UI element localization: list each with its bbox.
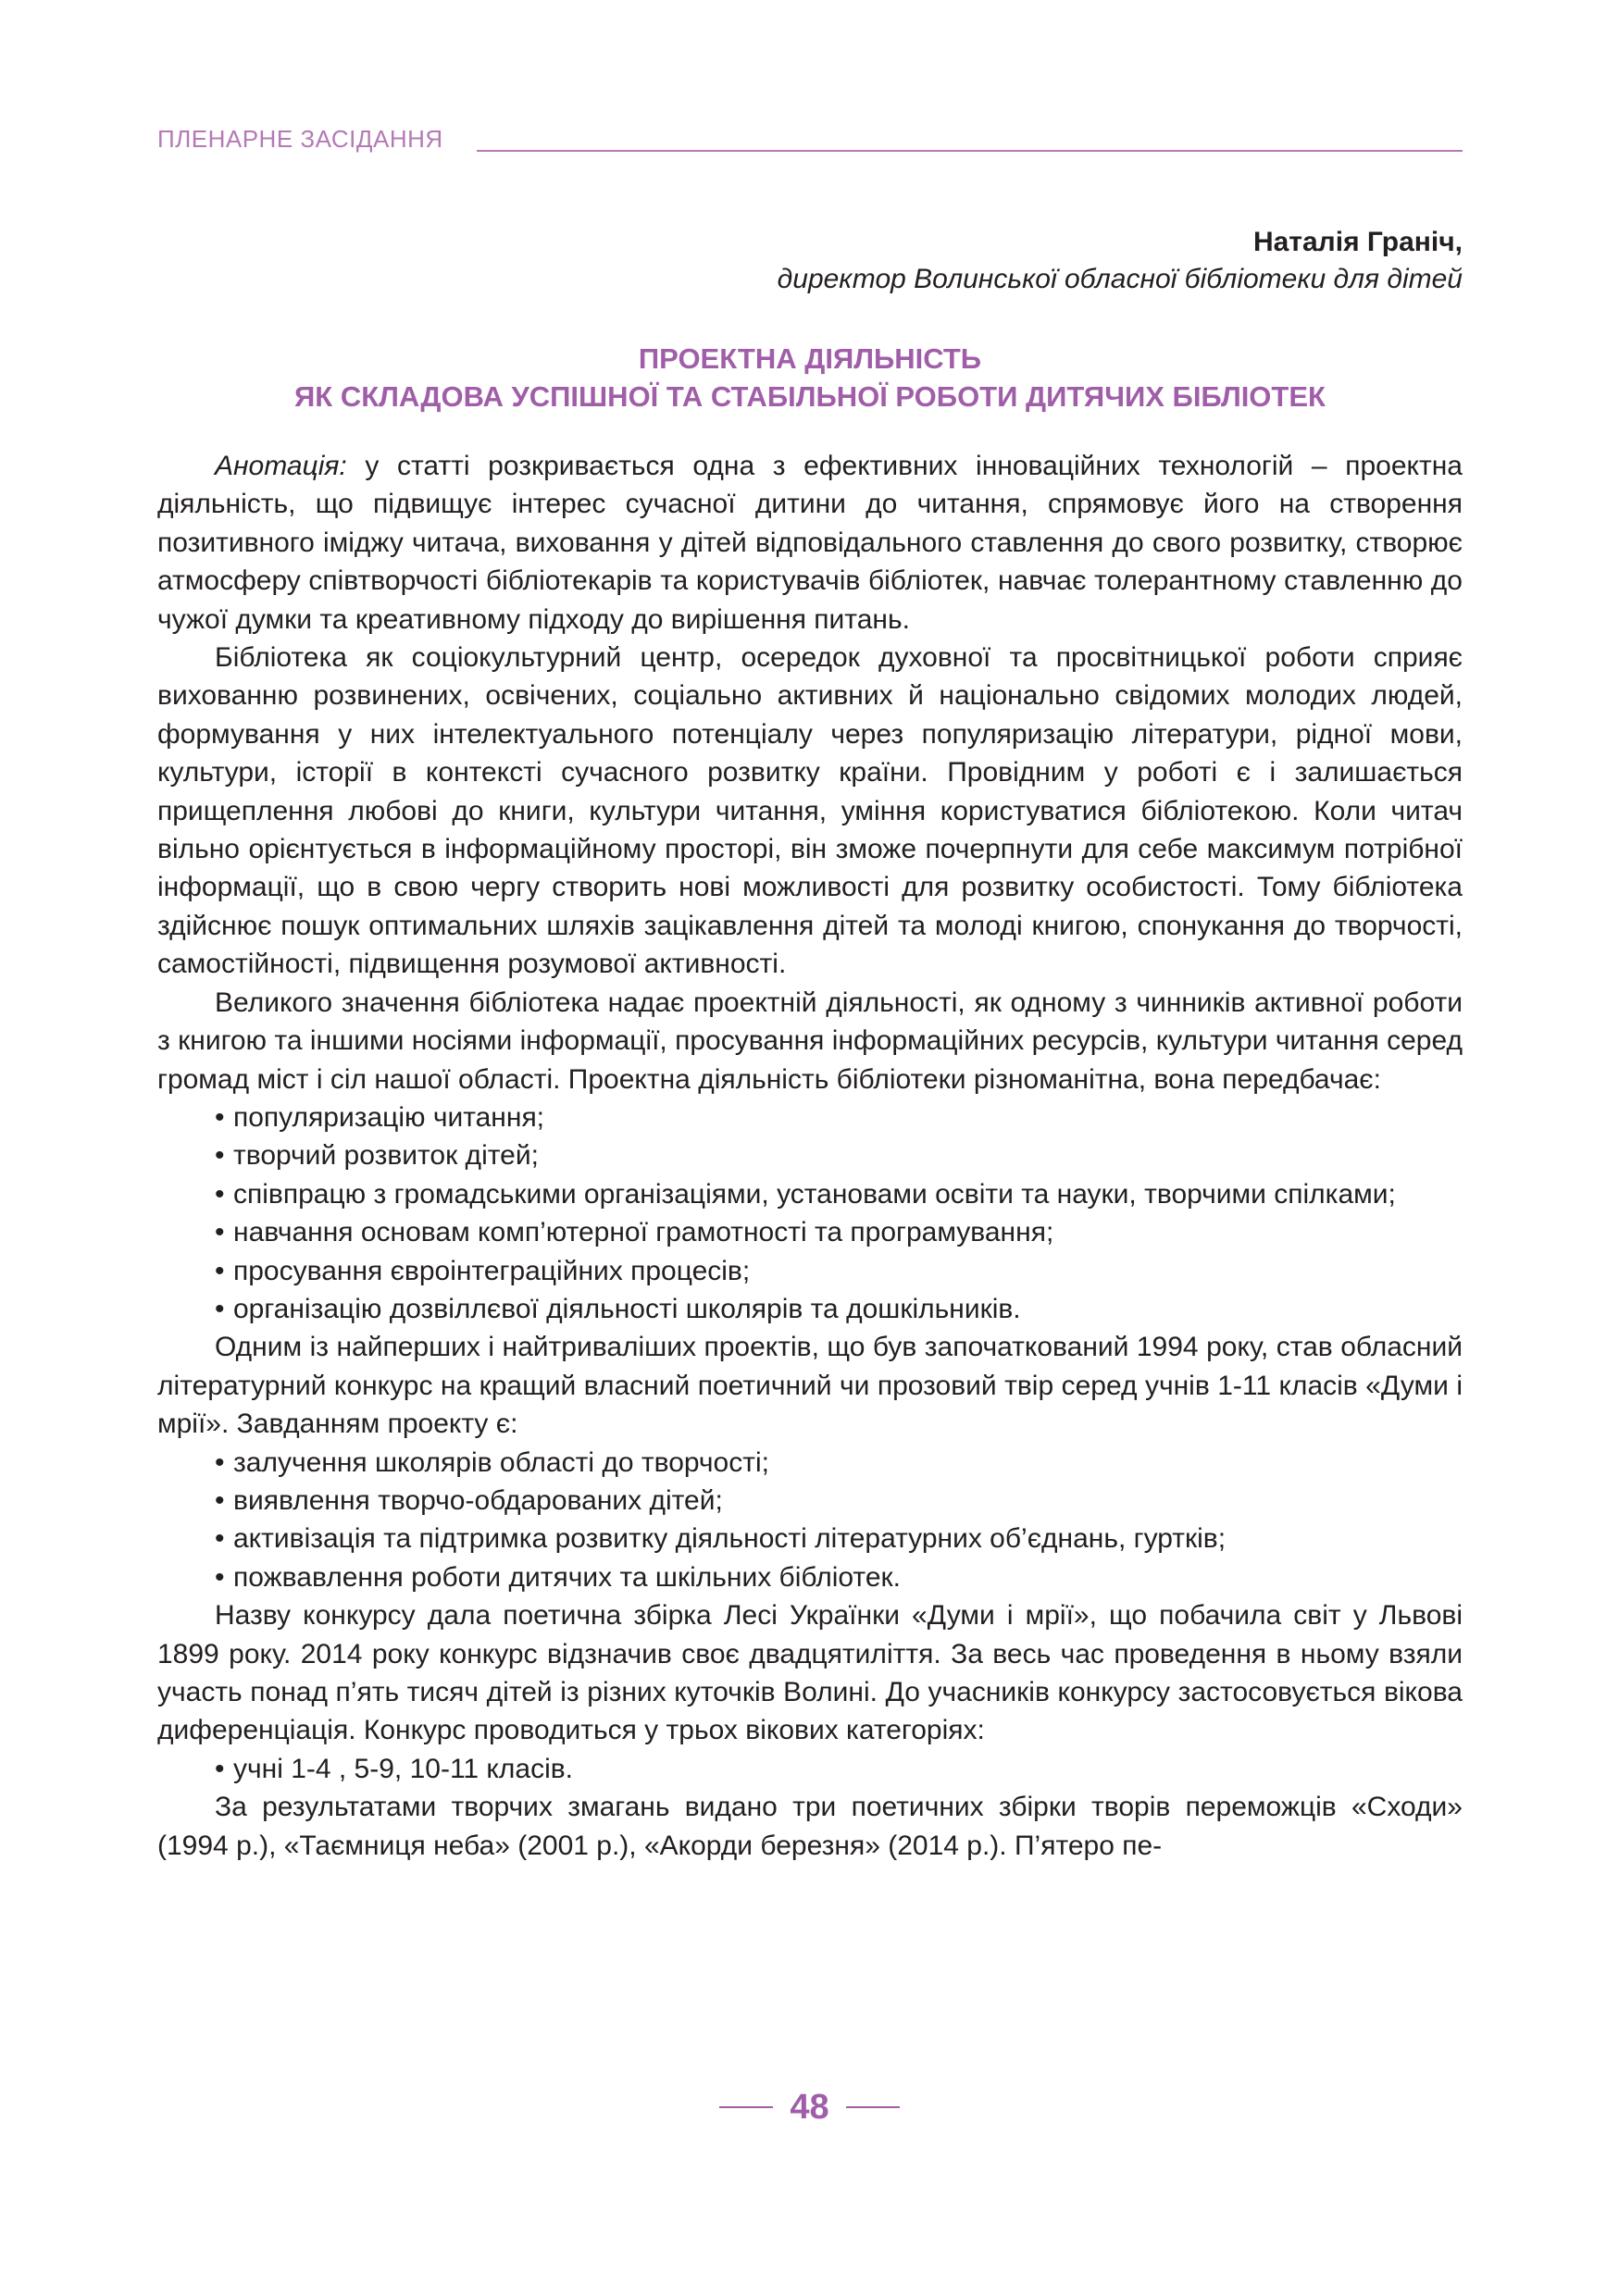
author-name: Наталія Граніч, bbox=[1252, 227, 1463, 257]
running-head-text: ПЛЕНАРНЕ ЗАСІДАННЯ bbox=[157, 125, 443, 153]
paragraph: Великого значення бібліотека надає проектній діяльності, як одному з чинників активної роботи з книгою та іншими носіями інформації, просування інформаційних ресурсів, культури читання серед громад міст і сіл нашої області. Проектна діяльність бібліотеки різноманітна, вона передбачає: bbox=[157, 987, 1463, 1095]
article-title-line-1: ПРОЕКТНА ДІЯЛЬНІСТЬ bbox=[638, 342, 982, 375]
page-number-rule-right bbox=[846, 2106, 900, 2108]
page-number-rule-left bbox=[719, 2106, 773, 2108]
list-item: просування євроінтеграційних процесів; bbox=[233, 1255, 751, 1286]
bullet-list-activities bbox=[157, 1098, 1463, 1328]
paragraph: Одним із найперших і найтриваліших проектів, що був започаткований 1994 року, став обласний літературний конкурс на кращий власний поетичний чи прозовий твір серед учнів 1-11 класів «Думи і мрії». Завданням проекту є: bbox=[157, 1332, 1463, 1440]
page-number-text: 48 bbox=[790, 2088, 829, 2127]
author-block bbox=[444, 224, 1463, 298]
paragraph: Бібліотека як соціокультурний центр, осередок духовної та просвітницької роботи сприяє вихованню розвинених, освічених, соціально активних й національно свідомих молодих людей, формування у них інтелектуального потенціалу через популяризацію літератури, рідної мови, культури, історії в контексті сучасного розвитку країни. Провідним у роботі є і залишається прищеплення любові до книги, культури читання, уміння користуватися бібліотекою. Коли читач вільно орієнтується в інформаційному просторі, він зможе почерпнути для себе максимум потрібної інформації, що в свою чергу створить нові можливості для розвитку особистості. Тому бібліотека здійснює пошук оптимальних шляхів зацікавлення дітей та молоді книгою, спонукання до творчості, самостійності, підвищення розумової активності. bbox=[157, 642, 1463, 980]
bullet-list-goals bbox=[157, 1444, 1463, 1597]
list-item: залучення школярів області до творчості; bbox=[233, 1446, 769, 1478]
article-title-line-2: ЯК СКЛАДОВА УСПІШНОЇ ТА СТАБІЛЬНОЇ РОБОТИ ДИТЯЧИХ БІБЛІОТЕК bbox=[294, 380, 1326, 413]
list-item: пожвавлення роботи дитячих та шкільних бібліотек. bbox=[233, 1561, 901, 1593]
list-item: організацію дозвіллєвої діяльності школярів та дошкільників. bbox=[233, 1293, 1021, 1324]
list-item: навчання основам комп’ютерної грамотності та програмування; bbox=[233, 1217, 1054, 1248]
article-body bbox=[157, 447, 1463, 1865]
running-head bbox=[157, 125, 1463, 153]
abstract-paragraph bbox=[157, 447, 1463, 639]
list-item: активізація та підтримка розвитку діяльності літературних об’єднань, гуртків; bbox=[233, 1523, 1227, 1555]
article-title bbox=[157, 340, 1463, 416]
abstract-text: у статті розкривається одна з ефективних інноваційних технологій – проектна діяльність, що підвищує інтерес сучасної дитини до читання, спрямовує його на створення позитивного іміджу читача, виховання у дітей відповідального ставлення до свого розвитку, створює атмосферу співтворчості бібліотекарів та користувачів бібліотек, навчає толерантному ставленню до чужої думки та креативному підходу до вирішення питань. bbox=[157, 451, 1463, 635]
abstract-label: Анотація: bbox=[215, 451, 347, 481]
page-number bbox=[0, 2084, 1619, 2130]
list-item: виявлення творчо-обдарованих дітей; bbox=[233, 1484, 723, 1516]
list-item: співпрацю з громадськими організаціями, установами освіти та науки, творчими спілками; bbox=[233, 1178, 1396, 1210]
paragraph: За результатами творчих змагань видано три поетичних збірки творів переможців «Сходи» (1994 р.), «Таємниця неба» (2001 р.), «Акорди березня» (2014 р.). П’ятеро пе- bbox=[157, 1792, 1463, 1861]
bullet-list-categories bbox=[157, 1750, 1463, 1788]
author-position: директор Волинської обласної бібліотеки для дітей bbox=[777, 264, 1463, 294]
list-item: творчий розвиток дітей; bbox=[233, 1140, 539, 1172]
paragraph: Назву конкурсу дала поетична збірка Лесі Українки «Думи і мрії», що побачила світ у Львові 1899 року. 2014 року конкурс відзначив своє двадцятиліття. За весь час проведення в ньому взяли участь понад п’ять тисяч дітей із різних куточків Волині. До учасників конкурсу застосовується вікова диференціація. Конкурс проводиться у трьох вікових категоріях: bbox=[157, 1600, 1463, 1746]
running-head-rule bbox=[477, 150, 1463, 152]
list-item: популяризацію читання; bbox=[233, 1101, 545, 1133]
list-item: учні 1-4 , 5-9, 10-11 класів. bbox=[233, 1753, 574, 1784]
